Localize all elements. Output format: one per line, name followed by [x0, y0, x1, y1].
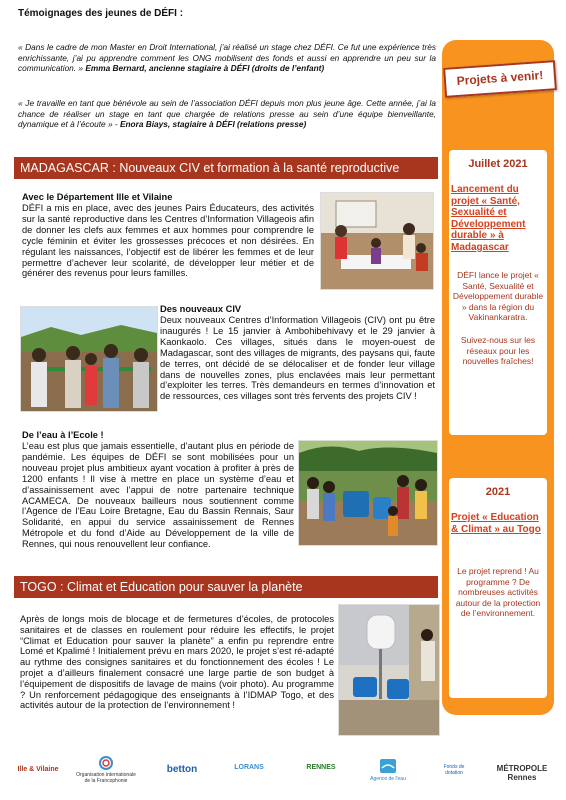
logo-francophonie: [76, 756, 136, 784]
section-paragraph: DÉFI a mis en place, avec des jeunes Pairs Éducateurs, des activités sur la santé reproductive dans les Centres d’Information Villageois afin de donner les clefs aux femmes et aux hommes pour comprendre le cycle féminin et éviter les grossesses précoces et non désirées. En régulant les naissances, l’objectif est de libérer les femmes et de leur permettre d’achever leur scolarité, de développer leur métier et de générer des revenus pour leurs familles.: [22, 203, 314, 279]
section-heading-togo: TOGO : Climat et Education pour sauver la planète: [14, 576, 438, 598]
partner-logos: [14, 752, 554, 788]
logo-lorans: LORANS: [234, 764, 264, 771]
logo-fonds: Fonds de dotation: [443, 764, 465, 776]
sidebar-date: 2021: [485, 486, 511, 498]
sidebar-text: Suivez-nous sur les réseaux pour les nouvelles fraîches!: [460, 335, 536, 366]
projects-badge: Projets à venir!: [443, 60, 557, 98]
photo-health-training: [320, 192, 434, 290]
section-subtitle: Des nouveaux CIV: [160, 304, 242, 314]
sidebar-card-1: [449, 150, 547, 435]
logo-ille-vilaine: Ille & Vilaine: [17, 766, 59, 773]
testimonial-quote: « Je travaille en tant que bénévole au sein de l’association DÉFI depuis mon plus jeune âge. Cette année, j’ai la chance de réaliser un stage en tant que chargée de relations presse au sein d’une équipe bienveillante, dynamique et à l’écoute » -: [18, 98, 436, 130]
section-subtitle: Avec le Département Ille et Vilaine: [22, 192, 173, 202]
logo-rennes: RENNES: [306, 764, 336, 771]
testimonial-author: Emma Bernard, ancienne stagiaire à DÉFI (droits de l’enfant): [85, 63, 325, 74]
sidebar-text: DÉFI lance le projet « Santé, Sexualité et Développement durable » dans la région du Vakinankaratra.: [452, 270, 544, 322]
section-subtitle: De l’eau à l’Ecole !: [22, 430, 104, 440]
logo-betton: betton: [166, 764, 198, 775]
logo-agence-eau: [370, 758, 406, 782]
section-paragraph: Après de longs mois de blocage et de fermetures d’écoles, de protocoles sanitaires et de classes en roulement pour réduire les effectifs, le projet “Climat et Education pour sauver la planète” a enfin pu reprendre entre Lomé et Kpalimé ! Initialement prévu en mars 2020, le projet s’est ré-adapté au rythme des consignes sanitaires et du fonctionnement des écoles ! Le projet a d’ailleurs finalement consacré une large partie de son budget à l’équipement de dispositifs de lavage de mains (voir photo). Au programme ? Un renforcement pédagogique des enseignants à l’IDMAP Togo, et des activités autour de la protection de l’environnement !: [20, 614, 334, 711]
sidebar-text: Le projet reprend ! Au programme ? De nombreuses activités autour de la protection de l’environnement.: [455, 566, 541, 618]
section-paragraph: Deux nouveaux Centres d’Information Villageois (CIV) ont pu être inaugurés ! Le 15 janvier à Ambohibehivavy et le 29 janvier à Kaonkaolo. Ces villages, situés dans le moyen-ouest de Madagascar, sont des villages de migrants, des paysans qui, faute de terres, ont décidé de se délocaliser et de fonder leur village dans de nouvelles zones, plus enclavées mais leur permettant d’exploiter les terres. Très demandeurs en termes d’innovation et de ressources, ces villages sont très fervents des projets CIV !: [160, 315, 435, 402]
photo-handwashing-station: [338, 604, 440, 736]
sidebar-card-2: [449, 478, 547, 698]
sidebar-link-madagascar[interactable]: Lancement du projet « Santé, Sexualité et Développement durable » à Madagascar: [451, 184, 526, 253]
section-heading-madagascar: MADAGASCAR : Nouveaux CIV et formation à la santé reproductive: [14, 157, 438, 179]
logo-label: Organisation internationale de la Francophonie: [76, 772, 136, 784]
sidebar-link-togo[interactable]: Projet « Education & Climat » au Togo: [451, 512, 541, 535]
page-title: Témoignages des jeunes de DÉFI :: [18, 8, 184, 19]
sidebar-panel: [442, 40, 554, 715]
testimonial-author: Enora Biays, stagiaire à DÉFI (relations presse): [119, 119, 307, 130]
photo-water-school: [298, 440, 438, 546]
logo-label: Agence de l'eau: [370, 776, 406, 782]
logo-metropole: MÉTROPOLE Rennes: [496, 764, 548, 782]
section-paragraph: L’eau est plus que jamais essentielle, d’autant plus en période de pandémie. Les équipes de DÉFI se sont mobilisées pour un nouveau projet plus ambitieux ayant vocation à profiter à près de 1200 enfants ! Il vise à mettre en place un système d’eau et d’assainissement avec l’appui de notre partenaire technique ACAMECA. De nouveaux bailleurs nous soutiennent comme l’Agence de l’Eau Loire Bretagne, Eau du Bassin Rennais, Saur Solidarité, en appui du service assainissement de Rennes Métropole et du fond d’Aide au Développement de la ville de Rennes, qui nous renouvellent leur confiance.: [22, 441, 294, 550]
sidebar-date: Juillet 2021: [468, 158, 528, 170]
photo-civ-inauguration: [20, 306, 158, 412]
testimonial-quote: « Dans le cadre de mon Master en Droit International, j’ai réalisé un stage chez DÉFI. Ce fut une expérience très enrichissante, j’ai pu apprendre comment les ONG mobilisent des fonds et aussi en apprendre un peu sur la communication. »: [18, 42, 436, 74]
testimonial-2: [18, 98, 436, 130]
testimonial-1: [18, 42, 436, 74]
